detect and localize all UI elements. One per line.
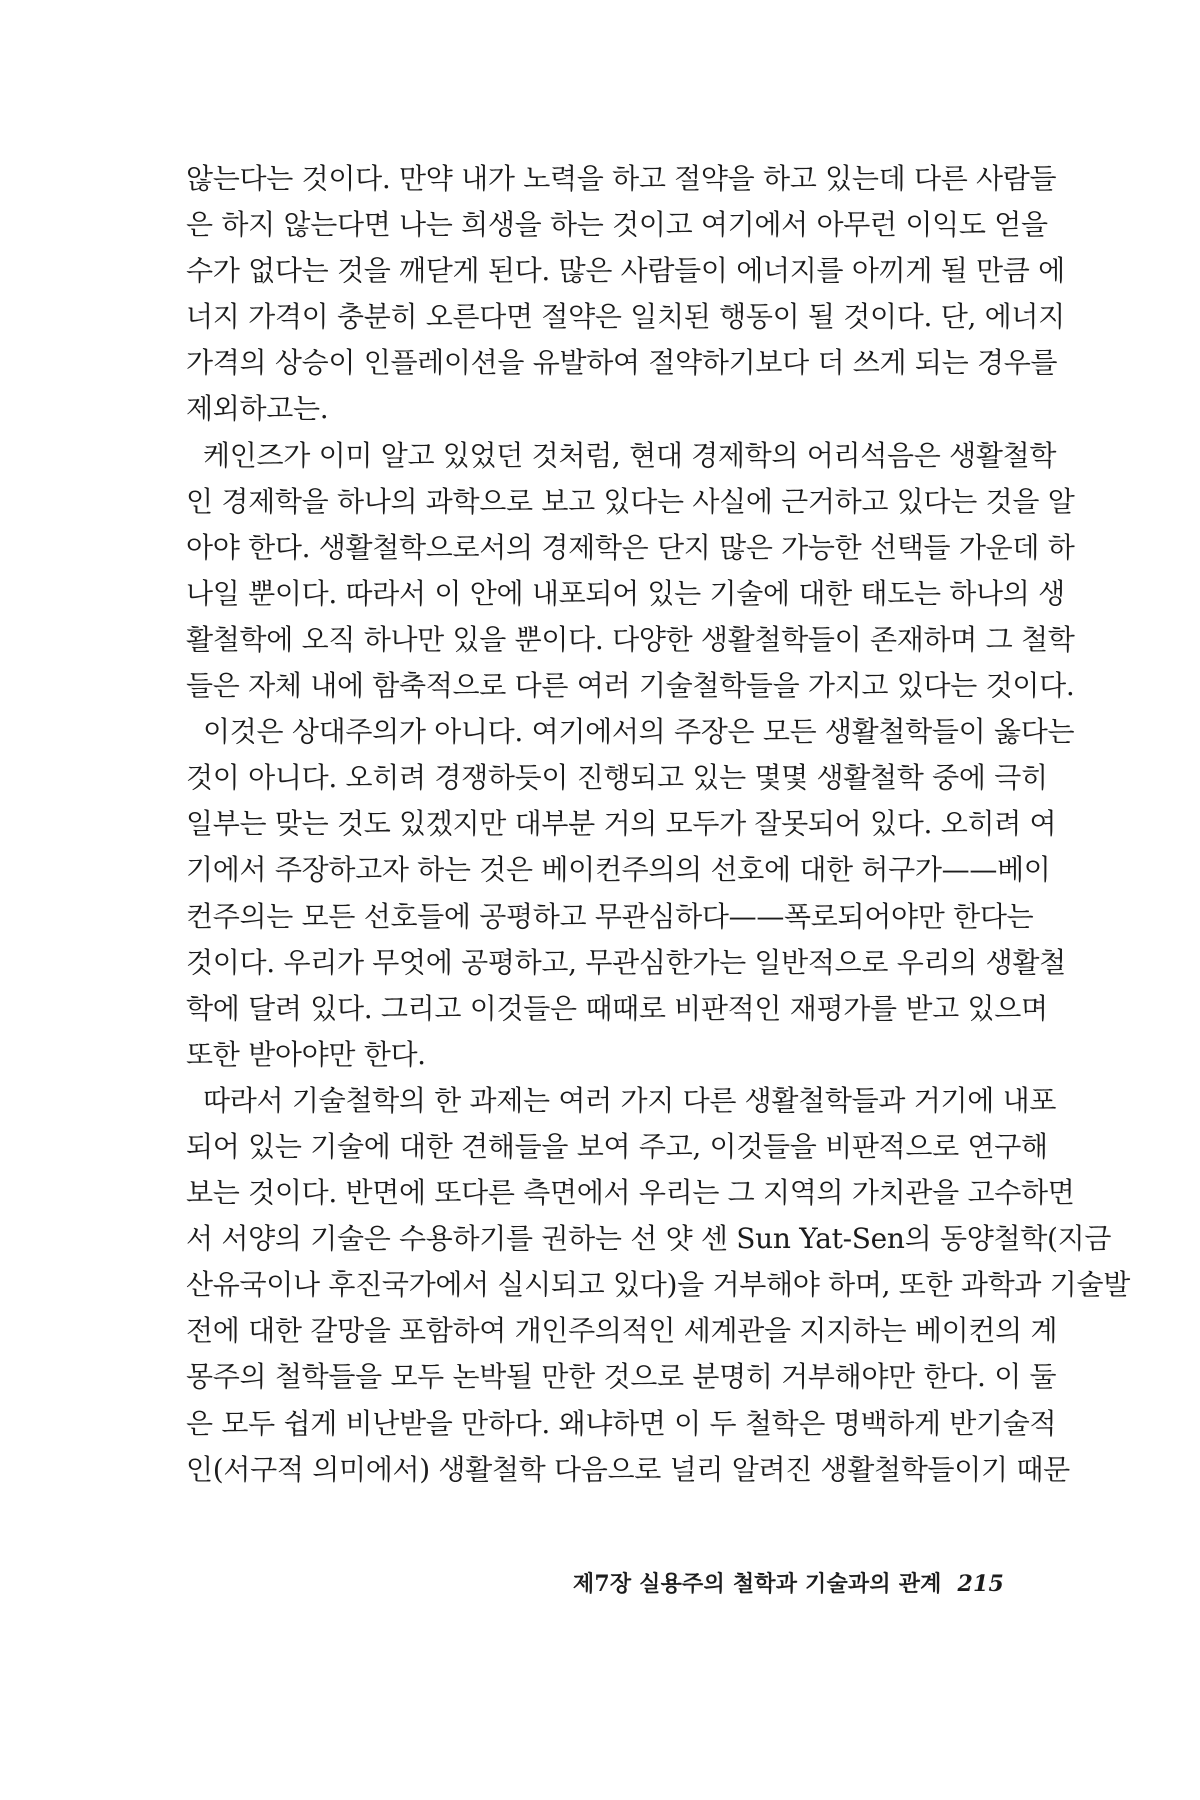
text-line: 몽주의 철학들을 모두 논박될 만한 것으로 분명히 거부해야만 한다. 이 둘 — [186, 1360, 1057, 1394]
text-line: 되어 있는 기술에 대한 견해들을 보여 주고, 이것들을 비판적으로 연구해 — [186, 1129, 1048, 1163]
text-line: 너지 가격이 충분히 오른다면 절약은 일치된 행동이 될 것이다. 단, 에너지 — [186, 300, 1065, 334]
text-line: 컨주의는 모든 선호들에 공평하고 무관심하다——폭로되어야만 한다는 — [186, 899, 1034, 933]
text-line: 전에 대한 갈망을 포함하여 개인주의적인 세계관을 지지하는 베이컨의 계 — [186, 1314, 1058, 1348]
text-line: 산유국이나 후진국가에서 실시되고 있다)을 거부해야 하며, 또한 과학과 기술발 — [186, 1268, 1130, 1302]
page-number: 215 — [957, 1571, 1004, 1597]
text-line: 활철학에 오직 하나만 있을 뿐이다. 다양한 생활철학들이 존재하며 그 철학 — [186, 622, 1075, 656]
text-line: 따라서 기술철학의 한 과제는 여러 가지 다른 생활철학들과 거기에 내포 — [203, 1083, 1057, 1117]
text-line: 나일 뿐이다. 따라서 이 안에 내포되어 있는 기술에 대한 태도는 하나의 생 — [186, 576, 1065, 610]
text-line: 서 서양의 기술은 수용하기를 권하는 선 얏 센 Sun Yat-Sen의 동양철학(지금 — [186, 1222, 1112, 1256]
body-text — [186, 156, 1130, 1493]
text-line: 이것은 상대주의가 아니다. 여기에서의 주장은 모든 생활철학들이 옳다는 — [203, 715, 1075, 749]
running-footer — [573, 1567, 1004, 1598]
chapter-title: 제7장 실용주의 철학과 기술과의 관계 — [572, 1571, 942, 1597]
text-line: 은 모두 쉽게 비난받을 만하다. 왜냐하면 이 두 철학은 명백하게 반기술적 — [186, 1406, 1057, 1440]
text-line: 또한 받아야만 한다. — [186, 1037, 426, 1071]
text-line: 가격의 상승이 인플레이션을 유발하여 절약하기보다 더 쓰게 되는 경우를 — [186, 346, 1058, 380]
text-line: 않는다는 것이다. 만약 내가 노력을 하고 절약을 하고 있는데 다른 사람들 — [186, 162, 1057, 195]
text-line: 제외하고는. — [186, 392, 329, 426]
text-line: 기에서 주장하고자 하는 것은 베이컨주의의 선호에 대한 허구가——베이 — [186, 853, 1051, 887]
text-line: 일부는 맞는 것도 있겠지만 대부분 거의 모두가 잘못되어 있다. 오히려 여 — [186, 807, 1057, 841]
text-line: 인(서구적 의미에서) 생활철학 다음으로 널리 알려진 생활철학들이기 때문 — [186, 1452, 1070, 1486]
text-line: 것이다. 우리가 무엇에 공평하고, 무관심한가는 일반적으로 우리의 생활철 — [186, 945, 1066, 979]
text-line: 케인즈가 이미 알고 있었던 것처럼, 현대 경제학의 어리석음은 생활철학 — [203, 438, 1057, 472]
text-line: 아야 한다. 생활철학으로서의 경제학은 단지 많은 가능한 선택들 가운데 하 — [186, 530, 1075, 564]
text-line: 은 하지 않는다면 나는 희생을 하는 것이고 여기에서 아무런 이익도 얻을 — [186, 208, 1048, 242]
text-line: 인 경제학을 하나의 과학으로 보고 있다는 사실에 근거하고 있다는 것을 알 — [186, 484, 1075, 518]
text-line: 학에 달려 있다. 그리고 이것들은 때때로 비판적인 재평가를 받고 있으며 — [186, 991, 1048, 1025]
text-line: 보는 것이다. 반면에 또다른 측면에서 우리는 그 지역의 가치관을 고수하면 — [186, 1176, 1075, 1210]
text-line: 수가 없다는 것을 깨닫게 된다. 많은 사람들이 에너지를 아끼게 될 만큼 에 — [186, 254, 1065, 288]
text-line: 들은 자체 내에 함축적으로 다른 여러 기술철학들을 가지고 있다는 것이다. — [186, 669, 1075, 703]
text-line: 것이 아니다. 오히려 경쟁하듯이 진행되고 있는 몇몇 생활철학 중에 극히 — [186, 761, 1048, 795]
